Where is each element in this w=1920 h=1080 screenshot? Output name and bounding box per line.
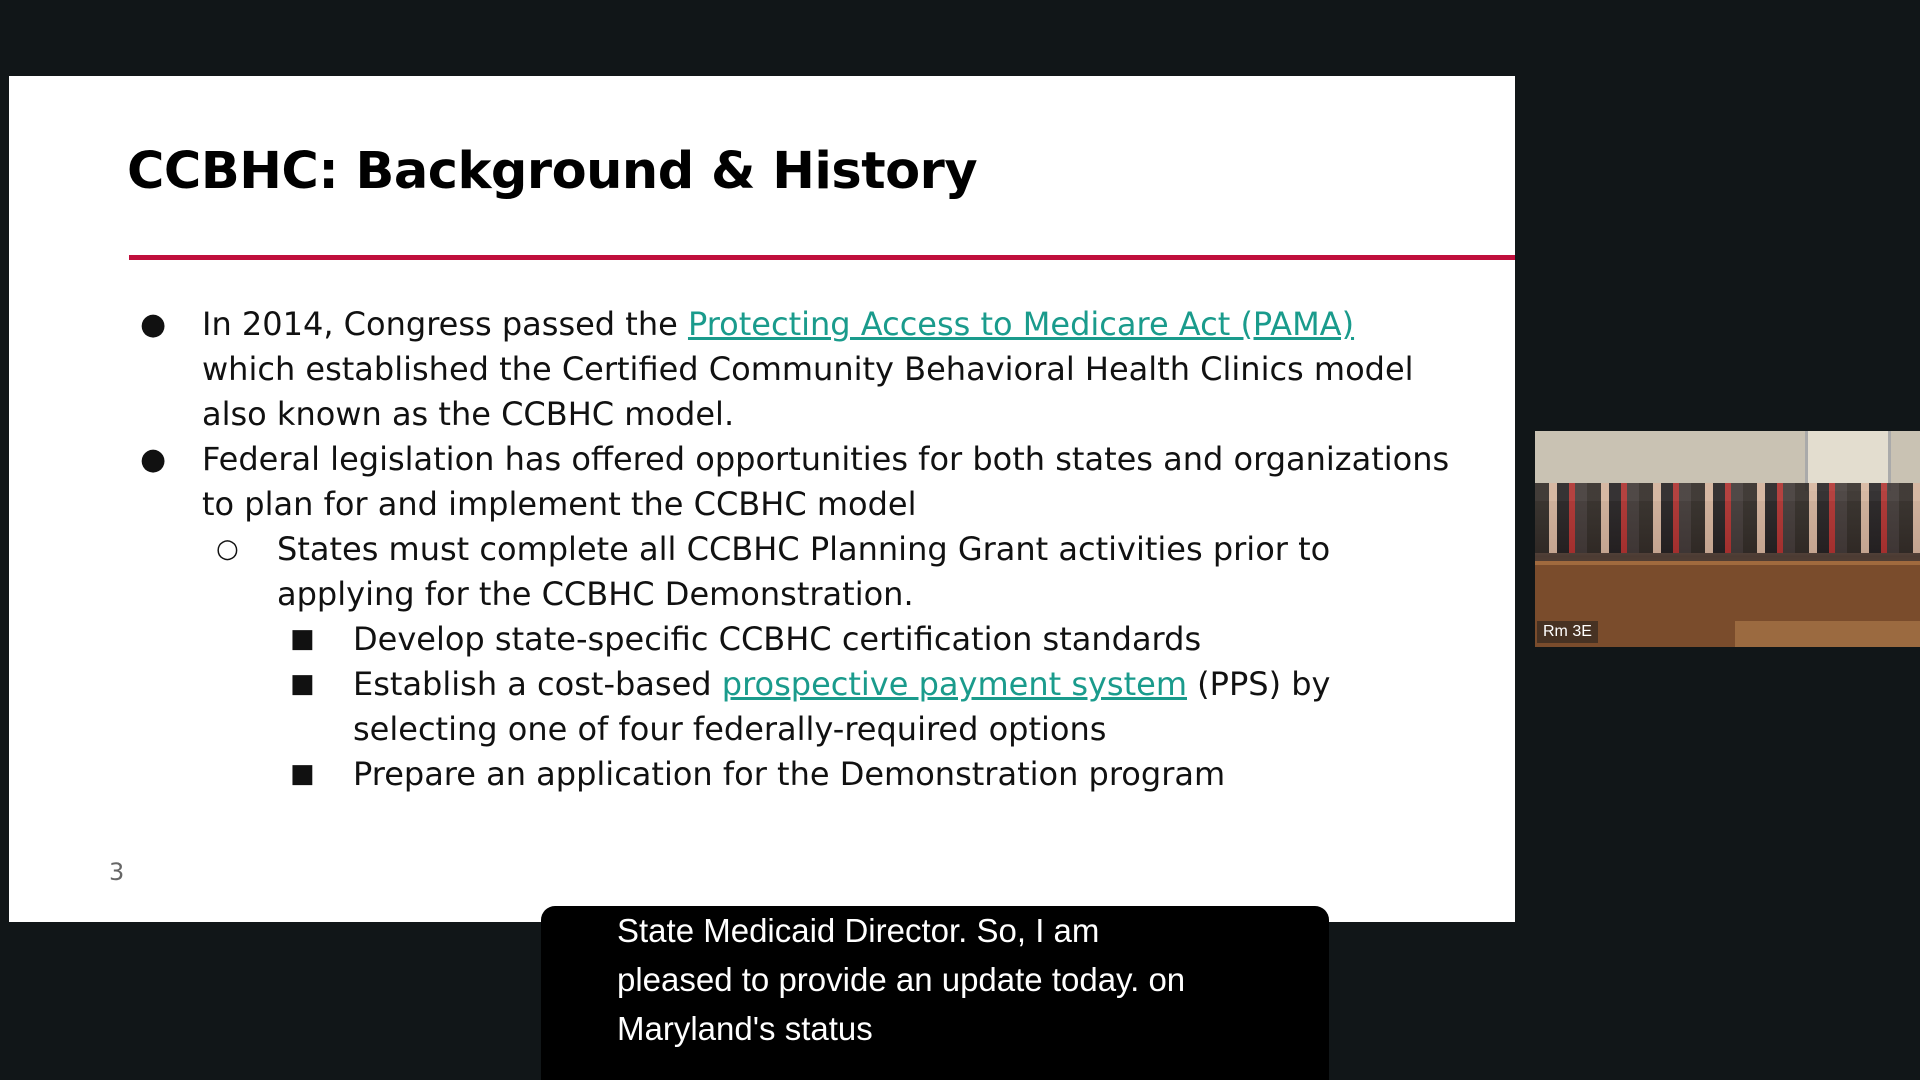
video-audience [1535, 483, 1920, 553]
bullet-line: applying for the CCBHC Demonstration. [277, 575, 914, 613]
bullet-line: States must complete all CCBHC Planning Grant activities prior to [277, 530, 1331, 568]
subbullet-planning-grant [9, 527, 1515, 617]
slide-page-number: 3 [109, 858, 125, 886]
caption-line: Maryland's status [617, 1010, 873, 1047]
bullet-line [353, 662, 1515, 707]
bullet-text: Establish a cost-based [353, 665, 722, 703]
pps-link[interactable]: prospective payment system [721, 665, 1187, 703]
video-background-door [1805, 431, 1891, 491]
subsubbullet-application [9, 752, 1515, 797]
pama-link[interactable]: Protecting Access to Medicare Act (PAMA) [687, 305, 1355, 343]
bullet-marker: ■ [290, 669, 315, 699]
bullet-line [202, 302, 1515, 347]
participant-video-tile[interactable] [1535, 431, 1920, 647]
bullet-marker: ■ [290, 624, 315, 654]
presentation-slide [9, 76, 1515, 922]
bullet-marker: ● [140, 307, 167, 342]
caption-line: pleased to provide an update today. on [617, 961, 1186, 998]
bullet-marker: ■ [290, 759, 315, 789]
caption-line: State Medicaid Director. So, I am [617, 912, 1100, 949]
bullet-text: (PPS) by [1187, 665, 1331, 703]
bullet-line: Federal legislation has offered opportunities for both states and organizations [202, 440, 1450, 478]
live-caption-box [541, 906, 1329, 1080]
bullet-line: Prepare an application for the Demonstration program [353, 755, 1226, 793]
subsubbullet-pps [9, 662, 1515, 752]
bullet-line: selecting one of four federally-required options [353, 710, 1107, 748]
bullet-line: which established the Certified Community Behavioral Health Clinics model [202, 350, 1414, 388]
bullet-line: Develop state-specific CCBHC certification standards [353, 620, 1202, 658]
video-participant-label: Rm 3E [1537, 621, 1598, 643]
subsubbullet-certification-standards [9, 617, 1515, 662]
bullet-marker: ○ [216, 534, 239, 564]
title-divider [129, 255, 1515, 260]
bullet-line: also known as the CCBHC model. [202, 395, 735, 433]
slide-title: CCBHC: Background & History [127, 142, 978, 201]
bullet-line: to plan for and implement the CCBHC model [202, 485, 917, 523]
bullet-text: In 2014, Congress passed the [202, 305, 688, 343]
bullet-federal-legislation [9, 437, 1515, 527]
slide-content [9, 302, 1515, 797]
bullet-marker: ● [140, 442, 167, 477]
bullet-pama [9, 302, 1515, 437]
video-front-table [1735, 621, 1920, 647]
